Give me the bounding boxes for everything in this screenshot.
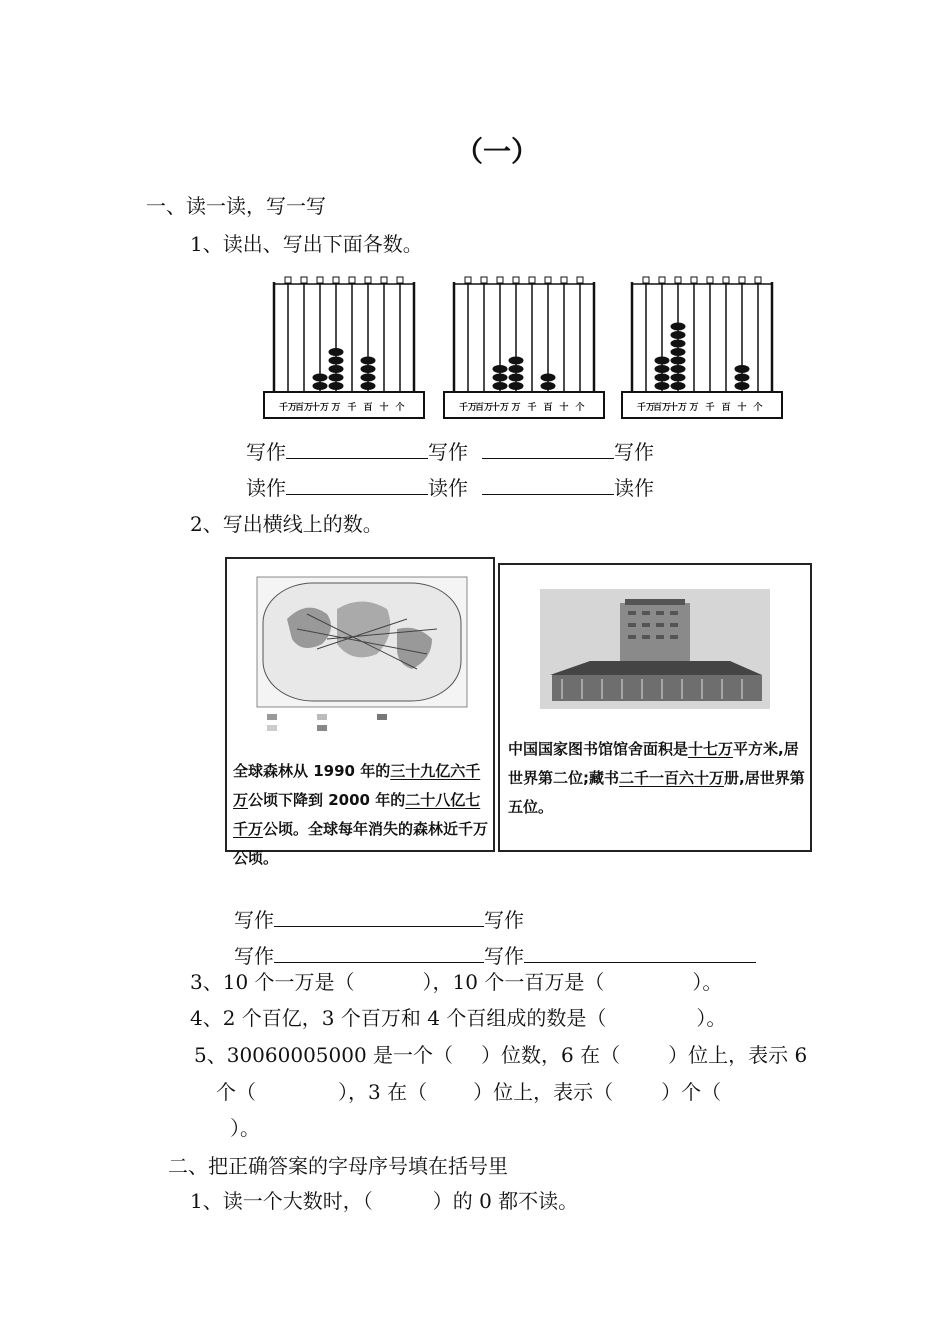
rod-cap <box>465 277 471 283</box>
abacus-2 <box>442 270 607 422</box>
place-label: 百 <box>721 403 731 413</box>
place-label: 个 <box>575 403 585 413</box>
rod-cap <box>545 277 551 283</box>
s2q1-part-a: 1、读一个大数时，（ <box>190 1189 373 1213</box>
abacus-bead <box>361 357 376 365</box>
write-label: 写作 <box>234 908 274 932</box>
abacus-bead <box>541 374 556 382</box>
read-label: 读作 <box>246 476 286 500</box>
abacus-bead <box>671 340 686 348</box>
read-blank-2[interactable] <box>482 476 614 495</box>
question-5-line-3: ）。 <box>230 1116 260 1140</box>
write-label: 写作 <box>614 440 654 464</box>
abacus-bead <box>509 374 524 382</box>
forest-text-part2: 公顷下降到 2000 年的 <box>248 791 406 809</box>
abacus-bead <box>735 365 750 373</box>
q5-part-2c: ）位上，表示（ <box>473 1080 614 1104</box>
q5-part-2b: ），3 在（ <box>338 1080 428 1104</box>
question-3 <box>190 966 722 995</box>
write-row <box>246 436 654 465</box>
q2-write-row-1 <box>234 904 524 933</box>
place-label: 千万 <box>636 403 656 413</box>
abacus-1 <box>262 270 427 422</box>
abacus-bead <box>313 374 328 382</box>
abacus-bead <box>735 382 750 390</box>
abacus-bead <box>671 331 686 339</box>
write-label: 写作 <box>428 440 468 464</box>
q5-part-1b: ）位数，6 在（ <box>481 1043 621 1067</box>
rod-cap <box>301 277 307 283</box>
place-label: 千万 <box>278 403 298 413</box>
read-row <box>246 472 654 501</box>
place-label: 十 <box>559 403 569 413</box>
write-label: 写作 <box>246 440 286 464</box>
rod-cap <box>513 277 519 283</box>
rod-cap <box>333 277 339 283</box>
place-label: 千 <box>527 403 537 413</box>
place-label: 十 <box>379 403 389 413</box>
abacus-bead <box>329 348 344 356</box>
place-label: 百万 <box>474 403 494 413</box>
read-blank-1[interactable] <box>286 476 428 495</box>
write-label: 写作 <box>484 944 524 968</box>
library-underlined-2: 二千一百六十万 <box>619 769 725 787</box>
library-text-part2: 平方米,居世界第二位;藏书 <box>508 740 799 787</box>
abacus-bead <box>671 382 686 390</box>
abacus-bead <box>735 374 750 382</box>
world-map-image <box>227 559 493 739</box>
rod-cap <box>317 277 323 283</box>
abacus-bead <box>655 374 670 382</box>
place-label: 万 <box>511 403 521 413</box>
library-text-part3: 册,居世界第五位。 <box>508 769 805 816</box>
q5-part-2a: 个（ <box>216 1080 256 1104</box>
library-underlined-1: 十七万 <box>688 740 734 758</box>
write-blank-2[interactable] <box>482 440 614 459</box>
abacus-bead <box>671 374 686 382</box>
library-card <box>498 563 812 852</box>
q2-write-blank-2[interactable] <box>274 944 484 963</box>
abacus-bead <box>671 323 686 331</box>
s2q1-part-b: ）的 0 都不读。 <box>432 1189 579 1213</box>
section1-heading: 一、读一读，写一写 <box>146 194 326 218</box>
abacus-3 <box>620 270 785 422</box>
place-label: 十万 <box>490 403 510 413</box>
q4-part-b: ）。 <box>696 1006 727 1030</box>
rod-cap <box>481 277 487 283</box>
rod-cap <box>497 277 503 283</box>
rod-cap <box>755 277 761 283</box>
abacus-bead <box>329 382 344 390</box>
q2-write-blank-3[interactable] <box>524 944 756 963</box>
rod-cap <box>285 277 291 283</box>
rod-cap <box>691 277 697 283</box>
place-label: 十万 <box>668 403 688 413</box>
rod-cap <box>659 277 665 283</box>
question-1: 1、读出、写出下面各数。 <box>190 232 423 256</box>
rod-cap <box>707 277 713 283</box>
q5-part-1a: 5、30060005000 是一个（ <box>194 1043 454 1067</box>
forest-underlined-1: 三十九亿六千万 <box>233 762 481 809</box>
place-label: 个 <box>395 403 405 413</box>
place-label: 万 <box>331 403 341 413</box>
abacus-bead <box>361 365 376 373</box>
read-label: 读作 <box>614 476 654 500</box>
abacus-bead <box>361 374 376 382</box>
place-label: 百 <box>543 403 553 413</box>
place-label: 十万 <box>310 403 330 413</box>
rod-cap <box>529 277 535 283</box>
forest-text-part1: 全球森林从 1990 年的 <box>233 762 391 780</box>
rod-cap <box>349 277 355 283</box>
abacus-bead <box>541 382 556 390</box>
write-blank-1[interactable] <box>286 440 428 459</box>
q3-part-c: ）。 <box>692 970 723 994</box>
question-5-line-2 <box>216 1076 721 1105</box>
place-label: 十 <box>737 403 747 413</box>
abacus-bead <box>655 382 670 390</box>
q4-part-a: 4、2 个百亿，3 个百万和 4 个百组成的数是（ <box>190 1006 607 1030</box>
q5-part-2d: ）个（ <box>661 1080 722 1104</box>
q3-part-b: ），10 个一百万是（ <box>422 970 605 994</box>
place-label: 百万 <box>294 403 314 413</box>
q3-part-a: 3、10 个一万是（ <box>190 970 355 994</box>
q2-write-row-2 <box>234 940 756 969</box>
place-label: 百万 <box>652 403 672 413</box>
abacus-bead <box>671 348 686 356</box>
abacus-bead <box>361 382 376 390</box>
question-5-line-1 <box>194 1039 807 1068</box>
library-text-part1: 中国国家图书馆馆舍面积是 <box>508 740 689 758</box>
abacus-bead <box>493 382 508 390</box>
abacus-bead <box>509 357 524 365</box>
abacus-bead <box>493 374 508 382</box>
abacus-bead <box>329 365 344 373</box>
place-label: 千 <box>705 403 715 413</box>
rod-cap <box>723 277 729 283</box>
place-label: 百 <box>363 403 373 413</box>
abacus-bead <box>509 382 524 390</box>
q5-part-1c: ）位上，表示 6 <box>668 1043 808 1067</box>
section2-question-1 <box>190 1185 578 1214</box>
library-photo <box>500 565 810 725</box>
abacus-bead <box>329 357 344 365</box>
rod-cap <box>577 277 583 283</box>
library-text <box>508 735 808 822</box>
forest-text-part3: 公顷。全球每年消失的森林近千万公顷。 <box>233 820 489 867</box>
place-label: 千 <box>347 403 357 413</box>
question-2: 2、写出横线上的数。 <box>190 512 383 536</box>
rod-cap <box>381 277 387 283</box>
page-title: （一） <box>455 135 540 168</box>
forest-underlined-2: 二十八亿七千万 <box>233 791 481 838</box>
abacus-bead <box>671 365 686 373</box>
forest-text <box>233 757 491 873</box>
abacus-bead <box>313 382 328 390</box>
abacus-bead <box>671 357 686 365</box>
rod-cap <box>365 277 371 283</box>
abacus-bead <box>493 365 508 373</box>
section2-heading: 二、把正确答案的字母序号填在括号里 <box>168 1154 508 1178</box>
rod-cap <box>739 277 745 283</box>
place-label: 万 <box>689 403 699 413</box>
rod-cap <box>397 277 403 283</box>
write-label: 写作 <box>484 908 524 932</box>
abacus-bead <box>509 365 524 373</box>
question-4 <box>190 1002 726 1031</box>
rod-cap <box>643 277 649 283</box>
q2-write-blank-1[interactable] <box>274 908 484 927</box>
place-label: 个 <box>753 403 763 413</box>
abacus-bead <box>655 365 670 373</box>
read-label: 读作 <box>428 476 468 500</box>
rod-cap <box>561 277 567 283</box>
rod-cap <box>675 277 681 283</box>
forest-card <box>225 557 495 867</box>
place-label: 千万 <box>458 403 478 413</box>
abacus-bead <box>655 357 670 365</box>
abacus-bead <box>329 374 344 382</box>
write-label: 写作 <box>234 944 274 968</box>
